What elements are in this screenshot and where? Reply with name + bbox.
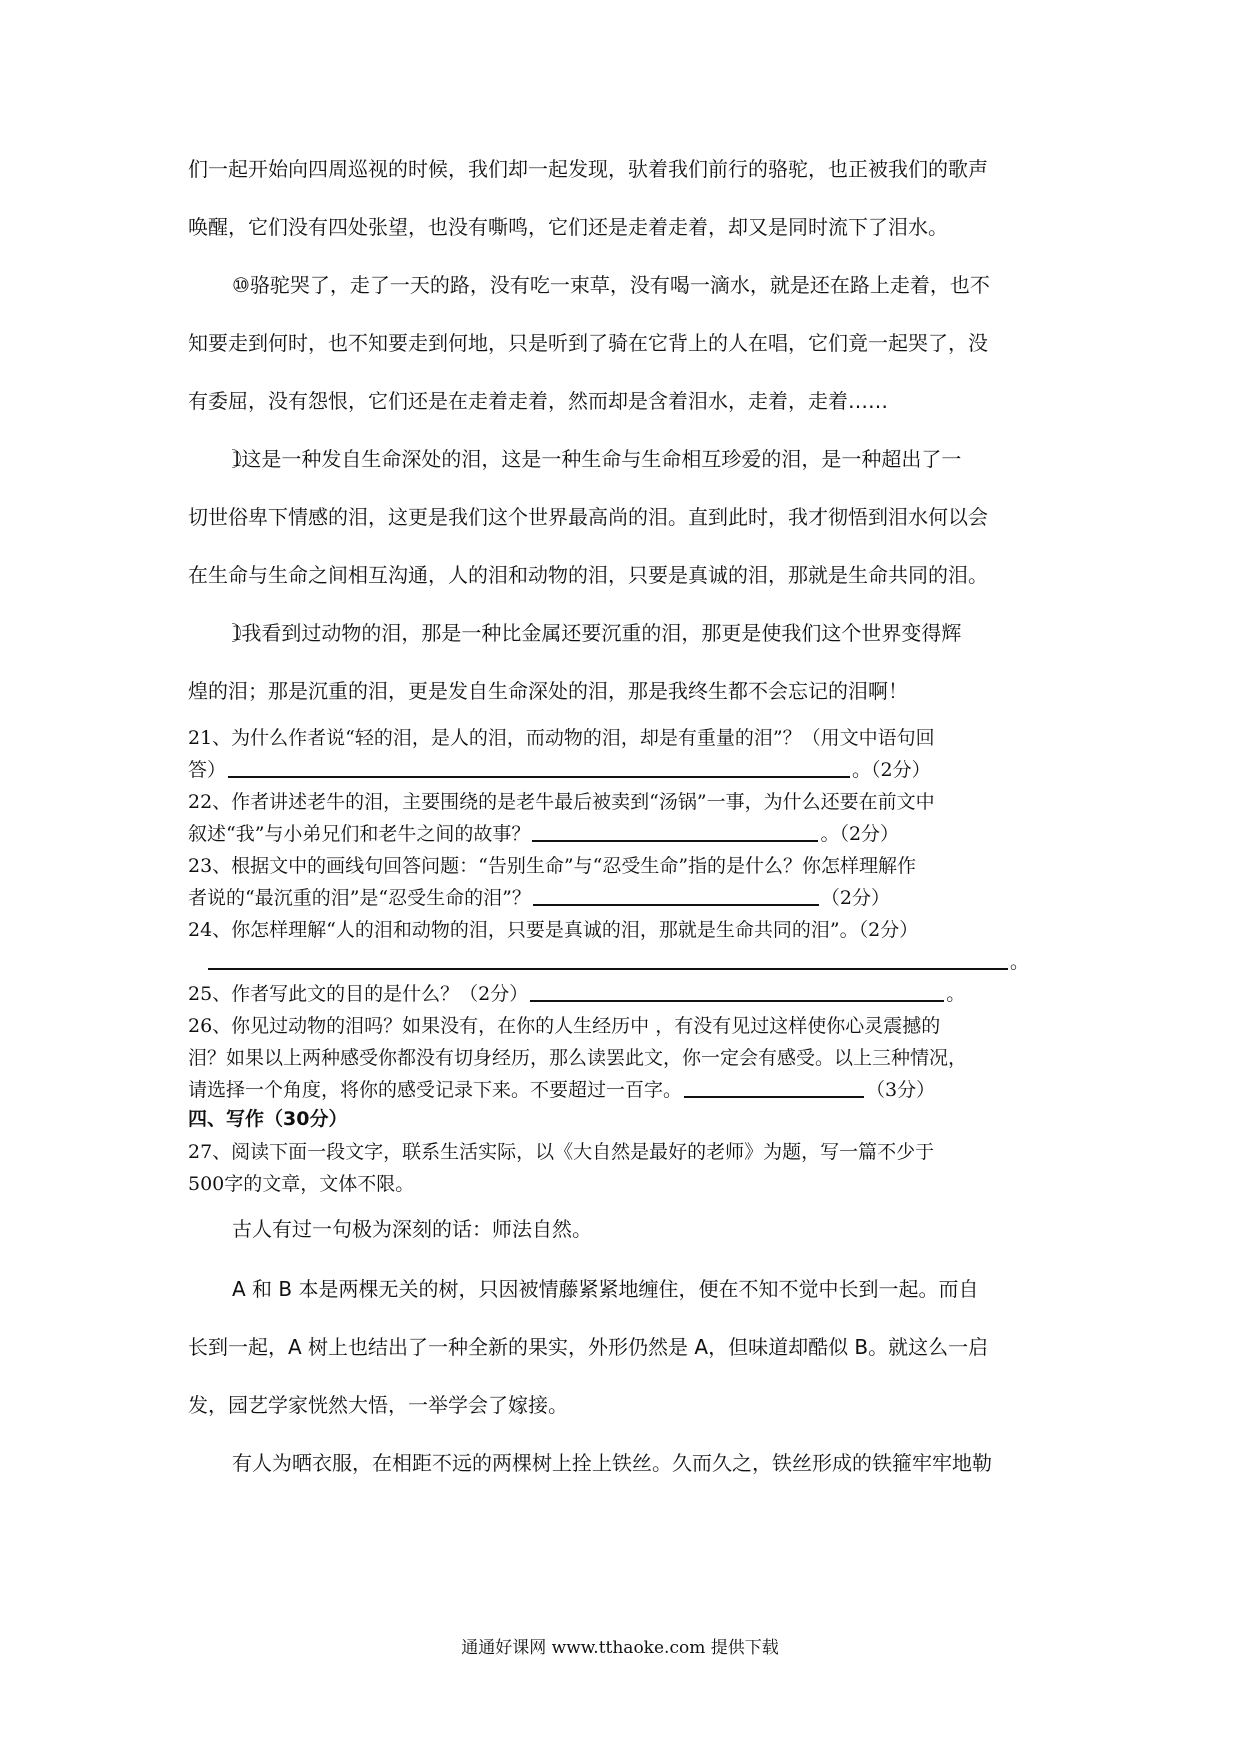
question-25: [188, 978, 1068, 1010]
answer-blank[interactable]: [533, 884, 819, 906]
question-24-answer-line: [206, 946, 1086, 978]
passage-line: 在生命与生命之间相互沟通，人的泪和动物的泪，只要是真诚的泪，那就是生命共同的泪。: [188, 563, 988, 587]
question-26-answer-line: [188, 1074, 1068, 1106]
question-23-answer-line: [188, 882, 1068, 914]
question-26-line-2: [188, 1042, 1068, 1074]
passage-line: 1⃝这是一种发自生命深处的泪，这是一种生命与生命相互珍爱的泪，是一种超出了一: [232, 447, 962, 471]
answer-blank[interactable]: [532, 820, 818, 842]
material-line: 发，园艺学家恍然大悟，一举学会了嫁接。: [188, 1393, 568, 1417]
page-footer: 通通好课网 www.tthaoke.com 提供下载: [461, 1638, 779, 1658]
question-23: [188, 850, 1068, 882]
passage-line: 唤醒，它们没有四处张望，也没有嘶鸣，它们还是走着走着，却又是同时流下了泪水。: [188, 215, 948, 239]
question-text: 23、根据文中的画线句回答问题：“告别生命”与“忍受生命”指的是什么？你怎样理解作: [188, 855, 917, 877]
question-text: 27、阅读下面一段文字，联系生活实际，以《大自然是最好的老师》为题，写一篇不少于: [188, 1141, 935, 1163]
passage-line: 切世俗卑下情感的泪，这更是我们这个世界最高尚的泪。直到此时，我才彻悟到泪水何以会: [188, 505, 988, 529]
question-text: 26、你见过动物的泪吗？如果没有，在你的人生经历中 ，有没有见过这样使你心灵震撼的: [188, 1015, 941, 1037]
question-score: 。（2分）: [820, 823, 900, 845]
passage-line: ⑩骆驼哭了，走了一天的路，没有吃一束草，没有喝一滴水，就是还在路上走着，也不: [232, 273, 990, 297]
answer-blank[interactable]: [208, 948, 1008, 970]
answer-blank[interactable]: [530, 980, 944, 1002]
section-heading: 四、写作（30分）: [188, 1108, 348, 1130]
question-text: 500字的文章，文体不限。: [188, 1173, 415, 1195]
answer-blank[interactable]: [228, 756, 850, 778]
question-22: [188, 786, 1068, 818]
material-line: A 和 B 本是两棵无关的树，只因被情藤紧紧地缠住，便在不知不觉中长到一起。而自: [232, 1277, 979, 1301]
passage-line: 有委屈，没有怨恨，它们还是在走着走着，然而却是含着泪水，走着，走着……: [188, 389, 888, 413]
question-text: 答）: [188, 759, 227, 781]
question-text: 21、为什么作者说“轻的泪，是人的泪，而动物的泪，却是有重量的泪”？（用文中语句回: [188, 727, 935, 749]
question-22-answer-line: [188, 818, 1068, 850]
question-27-line-2: [188, 1168, 1068, 1200]
question-score: 。（2分）: [852, 759, 931, 781]
answer-blank[interactable]: [684, 1076, 864, 1098]
material-line: 长到一起，A 树上也结出了一种全新的果实，外形仍然是 A，但味道却酷似 B。就这么一启: [188, 1335, 989, 1359]
question-score: （2分）: [820, 887, 890, 909]
question-text: 者说的“最沉重的泪”是“忍受生命的泪”？: [188, 887, 531, 909]
question-text: 24、你怎样理解“人的泪和动物的泪，只要是真诚的泪，那就是生命共同的泪”。（2分）: [188, 919, 919, 941]
passage-line: 知要走到何时，也不知要走到何地，只是听到了骑在它背上的人在唱，它们竟一起哭了，没: [188, 331, 988, 355]
question-text: 25、作者写此文的目的是什么？（2分）: [188, 983, 529, 1005]
question-text: 。: [1010, 951, 1030, 973]
material-line: 古人有过一句极为深刻的话：师法自然。: [232, 1217, 592, 1241]
question-text: 22、作者讲述老牛的泪，主要围绕的是老牛最后被卖到“汤锅”一事，为什么还要在前文中: [188, 791, 935, 813]
question-21: [188, 722, 1068, 754]
question-text: 请选择一个角度，将你的感受记录下来。不要超过一百字。: [188, 1079, 683, 1101]
passage-line: 1⃝我看到过动物的泪，那是一种比金属还要沉重的泪，那更是使我们这个世界变得辉: [232, 621, 962, 645]
material-line: 有人为晒衣服，在相距不远的两棵树上拴上铁丝。久而久之，铁丝形成的铁箍牢牢地勒: [232, 1451, 992, 1475]
question-26: [188, 1010, 1068, 1042]
question-text: 。: [946, 983, 966, 1005]
passage-line: 们一起开始向四周巡视的时候，我们却一起发现，驮着我们前行的骆驼，也正被我们的歌声: [188, 157, 988, 181]
question-text: 泪？如果以上两种感受你都没有切身经历，那么读罢此文，你一定会有感受。以上三种情况，: [188, 1047, 968, 1069]
question-21-answer-line: [188, 754, 1068, 786]
question-text: 叙述“我”与小弟兄们和老牛之间的故事？: [188, 823, 531, 845]
question-24: [188, 914, 1068, 946]
passage-line: 煌的泪；那是沉重的泪，更是发自生命深处的泪，那是我终生都不会忘记的泪啊！: [188, 679, 908, 703]
question-27: [188, 1136, 1068, 1168]
question-score: （3分）: [866, 1079, 936, 1101]
